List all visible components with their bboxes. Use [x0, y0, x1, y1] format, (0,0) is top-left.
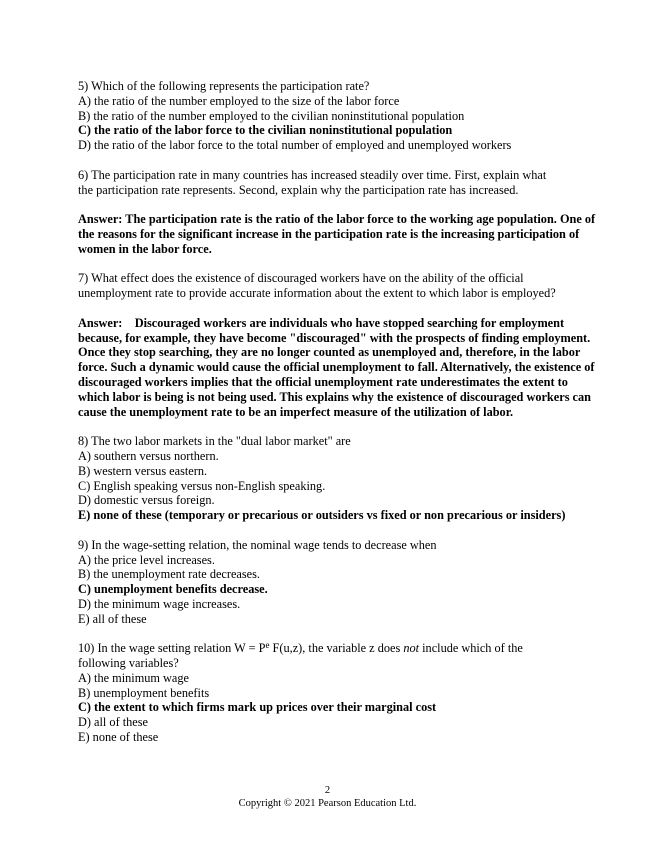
option-b: B) unemployment benefits: [78, 685, 210, 700]
option-a: A) the price level increases.: [78, 552, 215, 567]
option-d: D) all of these: [78, 715, 148, 730]
question-text-line1: 7) What effect does the existence of discouraged workers have on the ability of the official: [78, 271, 524, 286]
option-c-correct: C) the ratio of the labor force to the civilian noninstitutional population: [78, 123, 453, 138]
question-6: [78, 168, 598, 257]
option-b: B) the ratio of the number employed to the civilian noninstitutional population: [78, 108, 465, 123]
question-text: 8) The two labor markets in the "dual labor market" are: [78, 434, 351, 449]
option-e: E) all of these: [78, 611, 147, 626]
question-text-line2: the participation rate represents. Second, explain why the participation rate has increased.: [78, 182, 519, 197]
question-9: [78, 538, 598, 627]
question-text: 5) Which of the following represents the participation rate?: [78, 79, 370, 93]
question-7: [78, 271, 598, 419]
question-text-post: include which of the: [419, 641, 523, 656]
document-body: [78, 79, 598, 745]
option-a: A) southern versus northern.: [78, 448, 219, 463]
question-text: 9) In the wage-setting relation, the nominal wage tends to decrease when: [78, 537, 437, 552]
option-e-correct: E) none of these (temporary or precarious or outsiders vs fixed or non precarious or insiders): [78, 508, 566, 523]
option-e: E) none of these: [78, 730, 159, 745]
page-number: 2: [324, 785, 331, 796]
question-text-emphasis: not: [403, 641, 420, 656]
question-text-line1: [78, 641, 598, 656]
answer-text: Answer: Discouraged workers are individuals who have stopped searching for employment because, for example, they have become "discouraged" with the prospects of finding employment. Once they stop searching, they are no longer counted as unemployed and, therefore, in the labor force. Such a dynamic would cause the official unemployment to fall. Alternatively, the existence of discouraged workers implies that the official unemployment rate underestimates the extent to which labor is being is not being used. This explains why the existence of discouraged workers can cause the unemployment rate to be an imperfect measure of the utilization of labor.: [78, 315, 598, 419]
option-a: A) the minimum wage: [78, 670, 189, 685]
option-a: A) the ratio of the number employed to the size of the labor force: [78, 93, 400, 108]
option-b: B) the unemployment rate decreases.: [78, 567, 260, 582]
option-c-correct: C) unemployment benefits decrease.: [78, 582, 268, 597]
option-b: B) western versus eastern.: [78, 463, 208, 478]
question-10: [78, 641, 598, 745]
question-text-line1: 6) The participation rate in many countries has increased steadily over time. First, explain what: [78, 167, 547, 182]
question-text-pre: 10) In the wage setting relation W = P: [78, 641, 266, 656]
option-d: D) the minimum wage increases.: [78, 596, 241, 611]
answer-text: Answer: The participation rate is the ratio of the labor force to the working age population. One of the reasons for the significant increase in the participation rate is the increasing participation of women in the labor force.: [78, 212, 596, 256]
question-text-line2: following variables?: [78, 656, 179, 671]
question-text-line2: unemployment rate to provide accurate information about the extent to which labor is employed?: [78, 286, 556, 301]
question-5: [78, 79, 598, 153]
option-d: D) the ratio of the labor force to the total number of employed and unemployed workers: [78, 138, 512, 153]
expected-superscript: e: [265, 640, 270, 651]
option-c-correct: C) the extent to which firms mark up prices over their marginal cost: [78, 700, 437, 715]
question-8: [78, 434, 598, 523]
copyright-notice: Copyright © 2021 Pearson Education Ltd.: [238, 798, 417, 809]
question-text-mid: F(u,z), the variable z does: [269, 641, 404, 656]
option-d: D) domestic versus foreign.: [78, 493, 215, 508]
option-c: C) English speaking versus non-English speaking.: [78, 478, 326, 493]
